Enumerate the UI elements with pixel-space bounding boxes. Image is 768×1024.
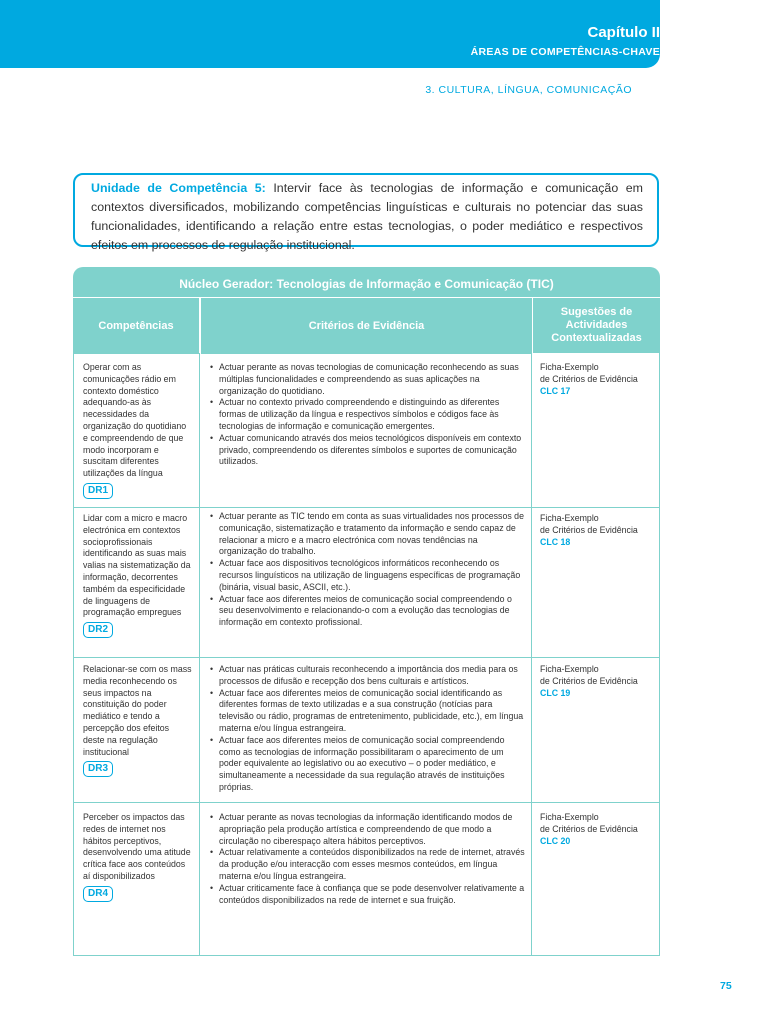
section-title: 3. CULTURA, LÍNGUA, COMUNICAÇÃO [425, 84, 632, 96]
col-header-criterios: Critérios de Evidência [200, 297, 532, 354]
competence-text: Lidar com a micro e macro electrónica em contextos socioprofissionais identificando as suas mais valias na sistematização da informação, decorrentes também da especificidade de linguagens de programação empregues [83, 513, 191, 618]
chapter-header-bar [0, 0, 660, 68]
list-item: • Actuar nas práticas culturais reconhecendo a importância dos media para os processos de difusão e recepção dos bens culturais e artísticos. [209, 664, 527, 688]
criteria-cell [209, 511, 527, 629]
competence-text: Operar com as comunicações rádio em contexto doméstico adequando-as às necessidades da organização do quotidiano e compreendendo de que modo incorporam e suscitam diferentes utilizações da língua [83, 362, 187, 479]
competence-unit-title: Unidade de Competência 5: [91, 181, 266, 195]
list-item: • Actuar perante as novas tecnologias de comunicação reconhecendo as suas múltiplas funcionalidades e compreendendo as suas aplicações na organização do quotidiano. [209, 362, 527, 397]
page-number: 75 [720, 980, 732, 992]
list-item: • Actuar criticamente face à confiança que se pode desenvolver relativamente a conteúdos disponibilizados na rede de internet e sua fruição. [209, 883, 527, 907]
row-divider [73, 657, 660, 658]
ficha-sublabel: de Critérios de Evidência [540, 373, 638, 384]
ficha-label: Ficha-Exemplo [540, 513, 599, 523]
table-border-right [659, 353, 660, 956]
ficha-label: Ficha-Exemplo [540, 362, 599, 372]
chapter-area: ÁREAS DE COMPETÊNCIAS-CHAVE [470, 46, 660, 58]
row-divider [73, 802, 660, 803]
dr-badge: DR1 [83, 483, 113, 499]
clc-reference: CLC 20 [540, 835, 571, 846]
col-header-sugestoes: Sugestões de Actividades Contextualizadas [532, 297, 660, 353]
dr-badge: DR4 [83, 886, 113, 902]
table-row [83, 513, 193, 638]
competence-unit-text: Intervir face às tecnologias de informação e comunicação em contextos diversificados, mobilizando competências linguísticas e culturais no potenciar das suas funcionalidades, identificando a relação entre estas tecnologias, o poder mediático e respectivos efeitos em processos de regulação institucional. [91, 181, 643, 252]
list-item: • Actuar relativamente a conteúdos disponibilizados na rede de internet, através da produção e/ou interacção com esses mesmos conteúdos, em língua materna e/ou língua estrangeira. [209, 847, 527, 882]
competence-unit-box [73, 173, 659, 252]
dr-badge: DR2 [83, 622, 113, 638]
list-item: • Actuar face aos diferentes meios de comunicação social compreendendo como as tecnologias de informação possibilitaram o aparecimento de um poder equivalente ao legislativo ou ao executivo – o poder mediático, e simultaneamente a necessidade da sua regulação através de instituições próprias. [209, 735, 527, 794]
criteria-cell [209, 362, 527, 468]
list-item: • Actuar perante as novas tecnologias da informação identificando modos de apropriação pela produção artística e compreendendo de que modo a circulação no ciberespaço altera hábitos perceptivos. [209, 812, 527, 847]
table-border-left [73, 353, 74, 956]
table-title: Núcleo Gerador: Tecnologias de Informação e Comunicação (TIC) [73, 267, 660, 297]
criteria-cell [209, 664, 527, 794]
list-item: • Actuar face aos diferentes meios de comunicação social identificando as diferentes formas de texto utilizadas e a sua construção (notícias para televisão ou rádio, programas de entretenimento, publicidade, etc.), em língua materna e/ou língua estrangeira. [209, 688, 527, 735]
table-row [83, 362, 193, 499]
col-header-competencias: Competências [73, 297, 199, 354]
competence-text: Relacionar-se com os mass media reconhecendo os seus impactos na constituição do poder mediático e tendo a percepção dos efeitos deste na regulação institucional [83, 664, 192, 757]
dr-badge: DR3 [83, 761, 113, 777]
ficha-sublabel: de Critérios de Evidência [540, 675, 638, 686]
ficha-label: Ficha-Exemplo [540, 664, 599, 674]
activity-cell [540, 362, 655, 397]
criteria-cell [209, 812, 527, 906]
list-item: • Actuar perante as TIC tendo em conta as suas virtualidades nos processos de comunicação, sistematização e tratamento da informação e sendo capaz de relacionar a micro e a macro electrónica com novas tendências na organização do trabalho. [209, 511, 527, 558]
activity-cell [540, 664, 655, 699]
list-item: • Actuar face aos dispositivos tecnológicos informáticos reconhecendo os recursos linguísticos na utilização de linguagens específicas de programação (binária, visual basic, ASCII, etc.). [209, 558, 527, 593]
clc-reference: CLC 18 [540, 536, 571, 547]
table-border-bottom [73, 955, 660, 956]
clc-reference: CLC 19 [540, 687, 571, 698]
ficha-sublabel: de Critérios de Evidência [540, 823, 638, 834]
table-row [83, 664, 193, 777]
table-divider-1 [199, 353, 200, 956]
table-divider-2 [531, 353, 532, 956]
competence-text: Perceber os impactos das redes de internet nos hábitos perceptivos, desenvolvendo uma atitude crítica face aos conteúdos aí disponibilizados [83, 812, 191, 881]
chapter-title: Capítulo II [587, 24, 660, 41]
clc-reference: CLC 17 [540, 385, 571, 396]
table-row [83, 812, 193, 902]
row-divider [73, 507, 660, 508]
list-item: • Actuar no contexto privado compreendendo e distinguindo as diferentes formas de utilização da língua e respectivos símbolos e códigos face às tecnologias de informação e comunicação emergentes. [209, 397, 527, 432]
list-item: • Actuar comunicando através dos meios tecnológicos disponíveis em contexto privado, compreendendo os diferentes símbolos e suportes de comunicação utilizados. [209, 433, 527, 468]
competence-table [73, 267, 660, 956]
activity-cell [540, 513, 655, 548]
ficha-sublabel: de Critérios de Evidência [540, 524, 638, 535]
ficha-label: Ficha-Exemplo [540, 812, 599, 822]
activity-cell [540, 812, 655, 847]
list-item: • Actuar face aos diferentes meios de comunicação social compreendendo o seu desenvolvimento e relacionando-o com a evolução das tecnologias de informação em contexto profissional. [209, 594, 527, 629]
